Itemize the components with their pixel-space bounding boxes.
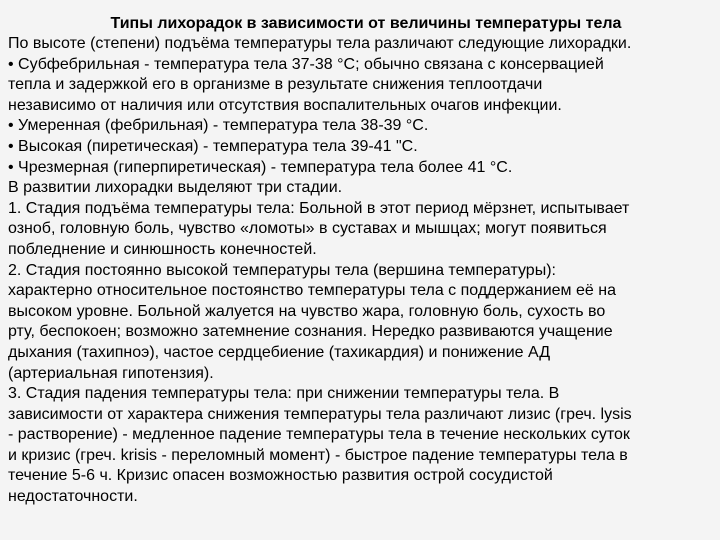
text-line: 3. Стадия падения температуры тела: при снижении температуры тела. В: [8, 385, 560, 403]
text-line: высоком уровне. Больной жалуется на чувство жара, головную боль, сухость во: [8, 302, 606, 320]
text-line: - растворение) - медленное падение температуры тела в течение нескольких суток: [8, 426, 630, 444]
text-line: • Умеренная (фебрильная) - температура тела 38-39 °С.: [8, 117, 429, 135]
slide-body: [8, 34, 712, 508]
text-line: • Высокая (пиретическая) - температура тела 39-41 "С.: [8, 137, 418, 155]
text-line: (артериальная гипотензия).: [8, 364, 214, 382]
text-line: зависимости от характера снижения температуры тела различают лизис (греч. lysis: [8, 405, 632, 423]
text-line: рту, беспокоен; возможно затемнение сознания. Нередко развиваются учащение: [8, 323, 613, 341]
text-line: побледнение и синюшность конечностей.: [8, 240, 317, 258]
text-line: дыхания (тахипноэ), частое сердцебиение (тахикардия) и понижение АД: [8, 343, 551, 361]
text-line: 1. Стадия подъёма температуры тела: Больной в этот период мёрзнет, испытывает: [8, 199, 630, 217]
text-line: недостаточности.: [8, 488, 138, 506]
text-line: течение 5-6 ч. Кризис опасен возможностью развития острой сосудистой: [8, 467, 553, 485]
text-line: • Субфебрильная - температура тела 37-38 °С; обычно связана с консервацией: [8, 55, 604, 73]
text-line: характерно относительное постоянство температуры тела с поддержанием её на: [8, 282, 616, 300]
slide-title: Типы лихорадок в зависимости от величины температуры тела: [110, 15, 622, 32]
text-line: • Чрезмерная (гиперпиретическая) - температура тела более 41 °С.: [8, 158, 513, 176]
text-line: и кризис (греч. krisis - переломный момент) - быстрое падение температуры тела в: [8, 446, 628, 464]
text-line: независимо от наличия или отсутствия воспалительных очагов инфекции.: [8, 96, 562, 114]
text-line: В развитии лихорадки выделяют три стадии.: [8, 179, 343, 197]
text-line: По высоте (степени) подъёма температуры тела различают следующие лихорадки.: [8, 35, 632, 52]
text-line: тепла и задержкой его в организме в результате снижения теплоотдачи: [8, 76, 543, 94]
text-line: озноб, головную боль, чувство «ломоты» в суставах и мышцах; могут появиться: [8, 220, 607, 238]
text-line: 2. Стадия постоянно высокой температуры тела (вершина температуры):: [8, 261, 556, 279]
